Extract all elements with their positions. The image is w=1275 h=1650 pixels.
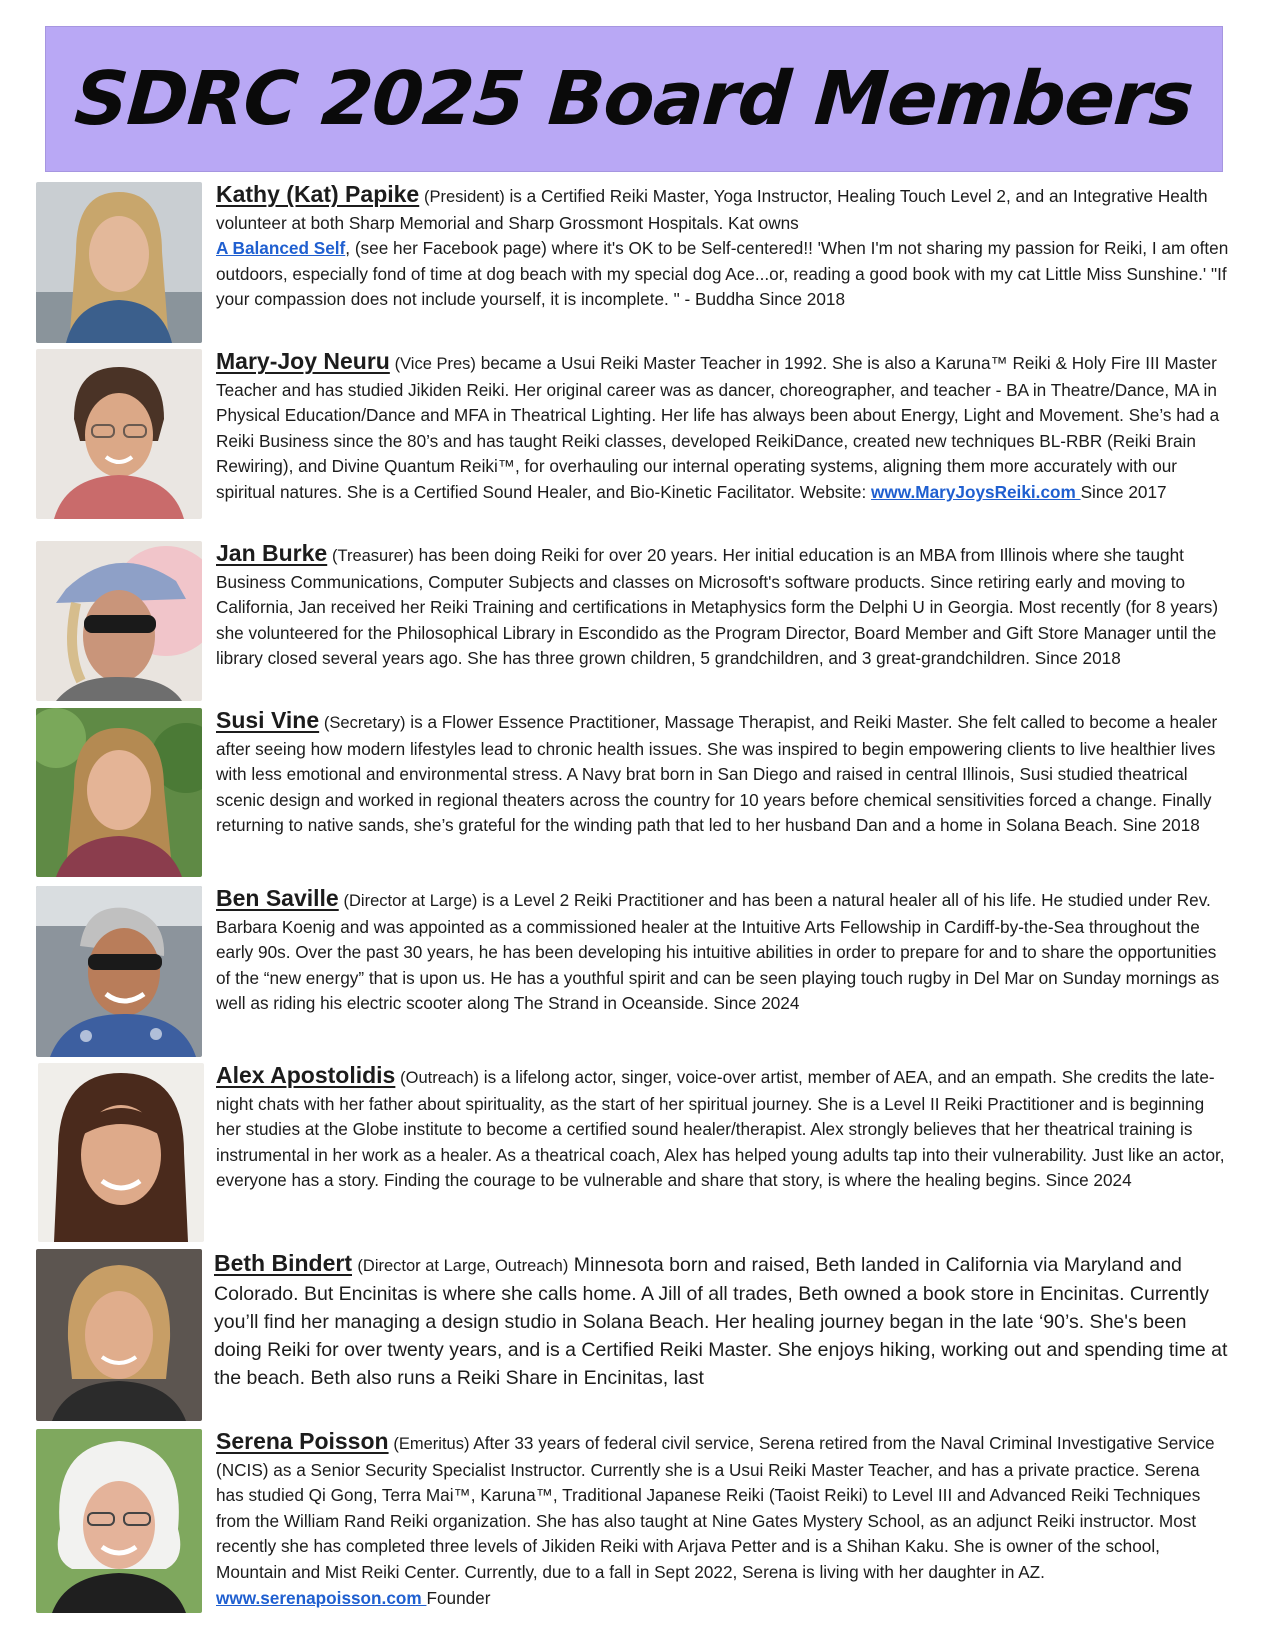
title-banner [45,26,1223,172]
member-website-link[interactable]: www.serenapoisson.com [216,1587,427,1608]
member-bio [216,349,1231,506]
member-bio-text: After 33 years of federal civil service, Serena retired from the Naval Criminal Investigative Service (NCIS) as a Senior Security Specialist Instructor. Currently she is a Usui Reiki Master Teacher, and has a private practice. Serena has studied Qi Gong, Terra Mai™, Karuna™, Traditional Japanese Reiki (Taoist Reiki) to Level III and Advanced Reiki Techniques from the William Rand Reiki organization. She has also taught at Nine Gates Mystery School, as an adjunct Reiki instructor. Most recently she has completed three levels of Jikiden Reiki with Arjava Petter and is a Shihan Kaku. She is owner of the school, Mountain and Mist Reiki Center. Currently, due to a fall in Sept 2022, Serena is living with her daughter in AZ. [216,1433,1215,1582]
member-photo [36,708,202,877]
member-role: (Treasurer) [332,547,414,565]
member-photo [36,349,202,519]
member-name: Kathy (Kat) Papike [216,181,420,207]
member-name: Susi Vine [216,707,320,733]
member-photo [36,182,202,343]
member-role: (Outreach) [400,1069,479,1087]
member-role: (Director at Large, Outreach) [357,1257,569,1275]
member-website-link[interactable]: www.MaryJoysReiki.com [871,481,1081,502]
member-bio-text: Minnesota born and raised, Beth landed in California via Maryland and Colorado. But Encinitas is where she calls home. A Jill of all trades, Beth owned a book store in Encinitas. Currently you’ll find her managing a design studio in Solana Beach. Her healing journey began in the late ‘90’s. She's been doing Reiki for over twenty years, and is a Certified Reiki Master. She enjoys hiking, working out and spending time at the beach. Beth also runs a Reiki Share in Encinitas, last [214,1254,1228,1389]
member-website-link[interactable]: A Balanced Self [216,238,346,259]
member-bio [216,886,1231,1017]
member-name: Alex Apostolidis [216,1062,396,1088]
member-role: (Vice Pres) [394,355,476,373]
member-bio [216,541,1231,672]
member-name: Beth Bindert [214,1250,352,1276]
member-role: (Secretary) [323,714,406,732]
member-name: Jan Burke [216,540,328,566]
member-bio [216,182,1231,313]
member-photo [36,1249,202,1421]
member-bio-text: has been doing Reiki for over 20 years. Her initial education is an MBA from Illinois where she taught Business Communications, Computer Subjects and classes on Microsoft's software products. Since retiring early and moving to California, Jan received her Reiki Training and certifications in Metaphysics form the Delphi U in Georgia. Most recently (for 8 years) she volunteered for the Philosophical Library in Escondido as the Program Director, Board Member and Gift Store Manager until the library closed several years ago. She has three grown children, 5 grandchildren, and 3 great-grandchildren. Since 2018 [216,545,1219,669]
member-bio-text: is a Certified Reiki Master, Yoga Instructor, Healing Touch Level 2, and an Integrative Health volunteer at both Sharp Memorial and Sharp Grossmont Hospitals. Kat owns [216,186,1208,233]
member-name: Serena Poisson [216,1428,389,1454]
member-bio-text: became a Usui Reiki Master Teacher in 1992. She is also a Karuna™ Reiki & Holy Fire III Master Teacher and has studied Jikiden Reiki. Her original career was as dancer, choreographer, and teacher - BA in Theatre/Dance, MA in Physical Education/Dance and MFA in Theatrical Lighting. Her life has always been about Energy, Light and Movement. She’s had a Reiki Business since the 80’s and has taught Reiki classes, developed ReikiDance, created new techniques BL-RBR (Reiki Brain Rewiring), and Divine Quantum Reiki™, for overhauling our internal operating systems, aligning them more accurately with our spiritual natures. She is a Certified Sound Healer, and Bio-Kinetic Facilitator. Website: [216,353,1220,502]
member-bio-text-cont: Since 2017 [1080,481,1167,502]
page-title: SDRC 2025 Board Members [72,56,1196,142]
member-photo [36,1429,202,1613]
member-bio [216,1429,1231,1611]
member-role: (Director at Large) [343,892,478,910]
member-photo [36,886,202,1057]
member-bio-text: is a Flower Essence Practitioner, Massage Therapist, and Reiki Master. She felt called to become a healer after seeing how modern lifestyles lead to chronic health issues. She was inspired to begin empowering clients to live healthier lives with less emotional and environmental stress. A Navy brat born in San Diego and raised in central Illinois, Susi studied theatrical scenic design and worked in regional theaters across the country for 10 years before chemical sensitivities forced a change. Finally returning to native sands, she’s grateful for the winding path that led to her husband Dan and a home in Solana Beach. Sine 2018 [216,712,1218,836]
member-photo [36,541,202,701]
member-bio [216,1063,1231,1194]
member-bio-text: is a Level 2 Reiki Practitioner and has been a natural healer all of his life. He studied under Rev. Barbara Koenig and was appointed as a commissioned healer at the Intuitive Arts Fellowship in Cardiff-by-the-Sea throughout the early 90s. Over the past 30 years, he has been developing his intuitive abilities in order to prepare for and to share the opportunities of the “new energy” that is upon us. He has a youthful spirit and can be seen playing touch rugby in Del Mar on Sunday mornings as well as riding his electric scooter along The Strand in Oceanside. Since 2024 [216,890,1220,1014]
member-role: (President) [424,188,505,206]
member-name: Mary-Joy Neuru [216,348,390,374]
member-bio [214,1249,1229,1392]
member-bio-text: is a lifelong actor, singer, voice-over artist, member of AEA, and an empath. She credits the late-night chats with her father about spirituality, as the start of her spiritual journey. She is a Level II Reiki Practitioner and is beginning her studies at the Globe institute to become a certified sound healer/therapist. Alex strongly believes that her theatrical training is instrumental in her work as a healer. As a theatrical coach, Alex has helped young adults tap into their vulnerability. Just like an actor, everyone has a story. Finding the courage to be vulnerable and share that story, is where the healing begins. Since 2024 [216,1067,1225,1191]
member-name: Ben Saville [216,885,339,911]
member-bio-text-cont: Founder [426,1587,491,1608]
member-role: (Emeritus) [393,1435,470,1453]
member-bio [216,708,1231,839]
member-photo [38,1063,204,1242]
member-bio-text-cont: , (see her Facebook page) where it's OK to be Self-centered!! 'When I'm not sharing my passion for Reiki, I am often outdoors, especially fond of time at dog beach with my special dog Ace...or, reading a good book with my cat Little Miss Sunshine.' "If your compassion does not include yourself, it is incomplete. " - Buddha Since 2018 [216,238,1229,310]
